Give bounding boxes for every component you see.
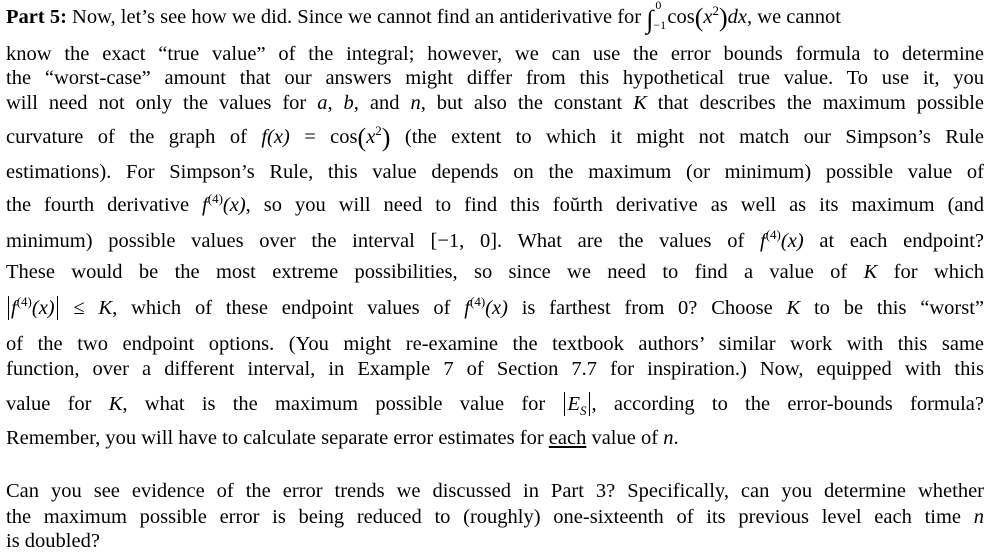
var-x: (x)	[485, 297, 508, 319]
var-x: (x)	[31, 297, 55, 319]
paragraph-2-line-1: Can you see evidence of the error trends we discussed in Part 3? Specifically, can you determine whether	[6, 480, 984, 502]
abs-bar-left	[564, 392, 565, 416]
paragraph-1-line-9	[6, 262, 984, 283]
paragraph-1-line-13	[6, 392, 984, 416]
integral-limits	[653, 0, 667, 32]
line-text: for which	[877, 261, 984, 283]
var-k: K	[863, 261, 878, 283]
line-text: curvature of the graph of	[6, 126, 262, 148]
line-text: value for	[6, 393, 109, 415]
line-text: the maximum possible error is being reduced to (roughly) one-sixteenth of its previous level each time	[6, 506, 974, 528]
paren-close: )	[381, 123, 391, 152]
derivative-order: (4)	[765, 227, 781, 242]
line-text: ,	[327, 92, 344, 114]
line-text: These would be the most extreme possibilities, so since we need to find a value of	[6, 261, 864, 283]
derivative-order: (4)	[469, 294, 486, 309]
line-text: .	[673, 427, 679, 449]
line-text: , we cannot	[747, 6, 841, 28]
part-heading: Part 5:	[6, 6, 67, 28]
line-text: value of	[586, 427, 664, 449]
var-n: n	[973, 506, 984, 528]
var-x: (x)	[222, 194, 246, 216]
line-text: , but also the constant	[420, 92, 634, 114]
paren-open: (	[694, 3, 704, 32]
var-b: b	[343, 92, 354, 114]
var-f: f	[11, 297, 17, 319]
underlined-word: each	[548, 427, 587, 449]
line-text: , which of these endpoint values of	[112, 297, 465, 319]
var-x: (x)	[267, 126, 290, 148]
paragraph-1-line-1: Part 5: Now, let’s see how we did. Since we cannot find an antiderivative for ∫ 0 −1 $\cos(x^2)dx$, we cannot	[6, 0, 841, 34]
line-text: , so you will need to find this foŭrth derivative as well as its maximum (and	[245, 194, 984, 216]
line-text: is farthest from 0? Choose	[507, 297, 787, 319]
exponent: 2	[375, 123, 382, 138]
paragraph-1-line-8	[6, 227, 984, 252]
var-k: K	[633, 92, 647, 114]
line-text: , according to the error-bounds formula?	[591, 393, 984, 415]
exponent: 2	[712, 3, 719, 18]
line-text: minimum) possible values over the interval [−1, 0]. What are the values of	[6, 230, 761, 252]
abs-bar-left	[8, 296, 9, 320]
paragraph-1-line-12: function, over a different interval, in Example 7 of Section 7.7 for inspiration.) Now, equipped with this	[6, 358, 984, 380]
paragraph-1-line-10	[6, 296, 984, 320]
paragraph-1-line-6: estimations). For Simpson’s Rule, this value depends on the maximum (or minimum) possible value of	[6, 161, 984, 183]
var-x: (x)	[780, 230, 804, 252]
line-text: at each endpoint?	[803, 230, 984, 252]
line-text: Now, let’s see how we did. Since we cannot find an antiderivative for	[66, 6, 647, 28]
line-text: , and	[353, 92, 411, 114]
var-k: K	[98, 297, 113, 319]
var-n: n	[663, 427, 674, 449]
abs-bar-right	[57, 296, 58, 320]
line-text: Remember, you will have to calculate separate error estimates for	[6, 427, 549, 449]
var-dx: dx	[727, 6, 748, 28]
var-x: x	[703, 6, 713, 28]
line-text: will need not only the values for	[6, 92, 318, 114]
derivative-order: (4)	[207, 191, 223, 206]
line-text: , what is the maximum possible value for	[122, 393, 563, 415]
paragraph-2-line-2	[6, 507, 984, 528]
paragraph-1-line-7	[6, 191, 984, 216]
paragraph-1-line-4	[6, 93, 984, 114]
paragraph-1-line-11: of the two endpoint options. (You might re-examine the textbook authors’ similar work with this same	[6, 333, 984, 355]
paragraph-1-line-14	[6, 428, 679, 449]
line-text: to be this “worst”	[800, 297, 985, 319]
derivative-order: (4)	[16, 294, 32, 309]
abs-bar-right	[589, 392, 590, 416]
var-e: E	[567, 393, 581, 415]
line-text: (the extent to which it might not match our Simpson’s Rule	[390, 126, 984, 148]
var-k: K	[786, 297, 801, 319]
var-a: a	[317, 92, 328, 114]
var-f: f	[464, 297, 470, 319]
paragraph-1-line-2: know the exact “true value” of the integral; however, we can use the error bounds formula to determine	[6, 43, 984, 65]
line-text: = cos	[289, 126, 358, 148]
integral-lower-limit: −1	[653, 18, 667, 32]
line-text: the fourth derivative	[6, 194, 203, 216]
var-x: x	[366, 126, 376, 148]
paragraph-2-line-3: is doubled?	[6, 530, 100, 552]
paragraph-1-line-5	[6, 123, 984, 152]
var-k: K	[108, 393, 123, 415]
line-text: that describes the maximum possible	[646, 92, 984, 114]
var-n: n	[410, 92, 421, 114]
cos-text: cos	[667, 6, 695, 28]
var-f: f	[261, 126, 268, 148]
paren-close: )	[718, 3, 728, 32]
var-f: f	[202, 194, 208, 216]
paragraph-1-line-3: the “worst-case” amount that our answers might differ from this hypothetical true value. To use it, you	[6, 67, 984, 89]
subscript-s: S	[580, 403, 587, 418]
paren-open: (	[357, 123, 367, 152]
integral-upper-limit: 0	[655, 0, 662, 12]
line-text: ≤	[59, 297, 99, 319]
var-f: f	[760, 230, 766, 252]
